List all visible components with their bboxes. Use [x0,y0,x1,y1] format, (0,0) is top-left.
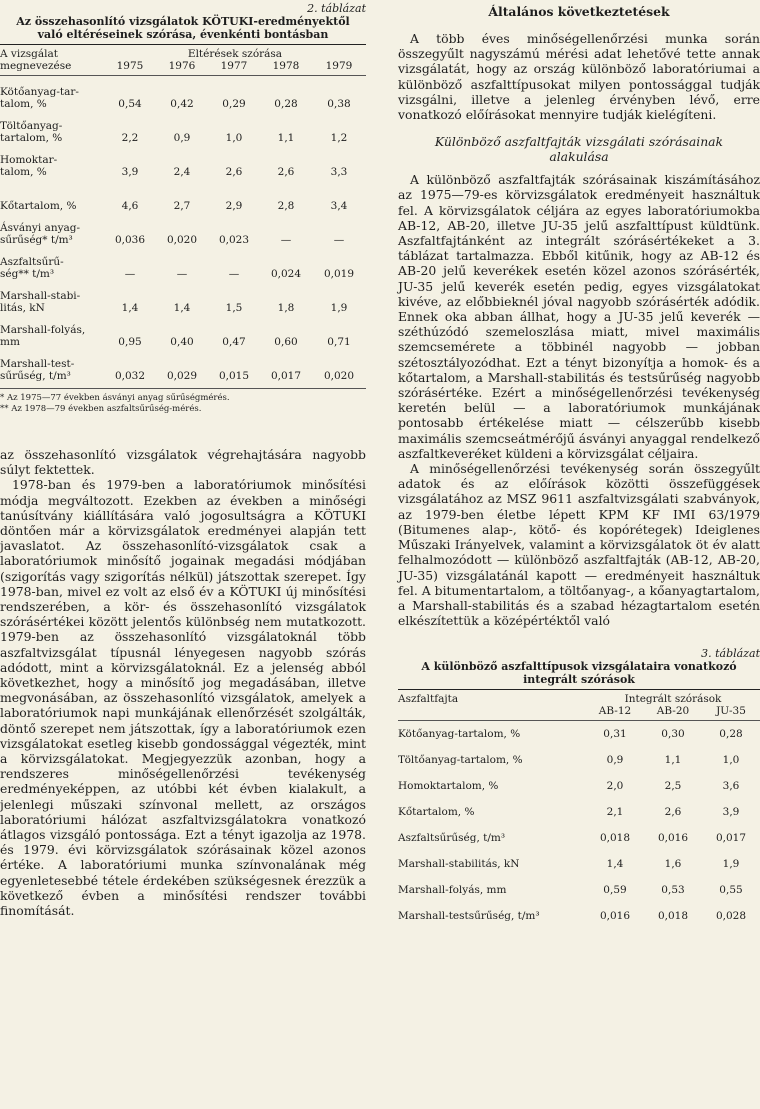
table-cell: 4,6 [121,200,139,212]
row-label-line: sűrűség, t/m³ [0,370,71,382]
table-cell: 2,9 [225,200,243,212]
table-row [398,851,760,877]
row-label-line: Töltőanyag- [0,120,63,132]
table-cell: 2,6 [225,166,243,178]
table-row [0,314,366,348]
table-cell: 0,55 [719,884,743,897]
table-cell: 0,016 [657,832,689,845]
table-row [0,212,366,246]
table-cell: 0,020 [323,370,355,382]
table-cell: 0,54 [118,98,142,110]
table-cell: 0,38 [327,98,351,110]
row-label-line: Homoktar- [0,154,58,166]
table-cell: 0,020 [166,234,198,246]
table-cell: 0,028 [715,910,747,923]
table-cell: 1,4 [606,858,624,871]
table-cell: 0,59 [603,884,627,897]
table-footnote: ** Az 1978—79 években aszfaltsűrűség-mérés. [0,404,202,414]
left-body-text [0,447,366,918]
table-cell: 3,9 [121,166,139,178]
paragraph: A több éves minőségellenőrzési munka során összegyűlt nagyszámú mérési adat lehetővé tette annak vizsgálatát, hogy az ország különböző laboratóriumai a különböző aszfalttípusokat milyen pontossággal tudják vizsgálni, illetve a jelenleg érvényben lévő, erre vonatkozó előírásokat mennyire tudják kielégíteni. [398,31,760,123]
table-cell: 0,71 [327,336,351,348]
table-cell: 0,018 [657,910,689,923]
table-cell: 2,6 [277,166,295,178]
paragraph: A minőségellenőrzési tevékenység során összegyűlt adatok és az előírások közötti összefüggések vizsgálatához az MSZ 9611 aszfaltvizsgálati szabványok, az 1979-ben életbe lépett KPM KF IMI 63/1979 (Bitumenes alap-, kötő- és kopórétegek) Ideiglenes Műszaki Irányelvek, valamint a körvizsgálatok öt év alatt felhalmozódott — különböző aszfaltfajták (AB-12, AB-20, JU-35) vizsgálatánál kapott — eredményeit használtuk fel. A bitumentartalom, a töltőanyag-, a kőanyagtartalom, a Marshall-stabilitás és a szabad hézagtartalom esetén elkészítettük a középértéktől való [398,461,760,629]
row-label-line: Kőtartalom, % [0,200,77,212]
table-title-line: A különböző aszfalttípusok vizsgálataira vonatkozó [421,660,737,674]
table-row [398,825,760,851]
table-row [0,178,366,212]
table-cell: 3,3 [330,166,348,178]
table-cell: 2,7 [173,200,191,212]
table-cell: 1,0 [225,132,243,144]
type-header: JU-35 [716,705,746,718]
row-label: Aszfaltsűrűség, t/m³ [398,832,506,845]
table-cell: 1,0 [722,754,740,767]
table-3 [398,648,760,929]
row-label-line: mm [0,336,20,348]
left-column [0,0,366,918]
row-label [0,144,104,178]
table-cell: 0,029 [166,370,198,382]
table-3-grid [398,693,760,929]
row-label-line: talom, % [0,98,47,110]
column-header: megnevezése [0,60,72,72]
table-row [0,76,366,110]
row-label: Kőtartalom, % [398,806,475,819]
table-cell: 0,9 [606,754,624,767]
row-label [0,212,104,246]
table-title [398,660,760,686]
paragraph: A különböző aszfaltfajták szórásainak kiszámításához az 1975—79-es körvizsgálatok eredményeit használtuk fel. A körvizsgálatok céljára az egyes laboratóriumokba AB-12, AB-20, illetve JU-35 jelű aszfalttípust küldtünk. Aszfaltfajtánként az integrált szórásértékeket a 3. táblázat tartalmazza. Ebből kitűnik, hogy az AB-12 és AB-20 jelű keverékek esetén közel azonos szórásérték, JU-35 jelű keverék esetén pedig, egyes vizsgálatokat kivéve, az előbbieknél jóval nagyobb szórásérték adódik. Ennek oka abban állhat, hogy a JU-35 jelű keverék — széthúzódó szemeloszlása miatt, mivel maximális szemcsemérete a többinél nagyobb — jobban szétosztályozódhat. Ezt a tényt bizonyítja a homok- és a kőtartalom, a Marshall-stabilitás és testsűrűség nagyobb szórásértéke. Ezért a minőségellenőrzési tevékenység keretén belül — a laboratóriumok munkájának pontosabb értékelése miatt — célszerűbb kisebb maximális szemcseátmérőjű ásványi anyaggal rendelkező aszfaltkeveréket küldeni a körvizsgálat céljaira. [398,172,760,461]
table-cell: 2,0 [606,780,624,793]
row-label [0,110,104,144]
row-label: Homoktartalom, % [398,780,499,793]
table-header-row [398,693,760,705]
table-cell: 2,5 [664,780,682,793]
table-cell: 1,8 [277,302,295,314]
row-label: Marshall-folyás, mm [398,884,507,897]
table-cell: 2,2 [121,132,139,144]
row-label-line: ség** t/m³ [0,268,55,280]
table-cell: — [333,234,345,246]
row-label-line [0,188,104,200]
table-row [398,877,760,903]
table-number: 3. táblázat [701,647,760,661]
table-cell: 1,9 [330,302,348,314]
table-title-line: Az összehasonlító vizsgálatok KÖTUKI-eredményektől [16,15,350,28]
table-cell: 3,9 [722,806,740,819]
table-cell: 0,032 [114,370,146,382]
table-footnote: * Az 1975—77 években ásványi anyag sűrűségmérés. [0,393,230,403]
table-cell: 1,6 [664,858,682,871]
column-header: A vizsgálat [0,48,58,60]
row-label [0,76,104,110]
table-cell: 1,4 [173,302,191,314]
row-label: Töltőanyag-tartalom, % [398,754,523,767]
table-title-line: integrált szórások [523,673,635,687]
table-cell: 0,023 [218,234,250,246]
table-cell: 1,2 [330,132,348,144]
table-cell: 0,95 [118,336,142,348]
table-cell: 3,6 [722,780,740,793]
right-column [398,0,760,929]
row-label [0,348,104,382]
row-label-line: litás, kN [0,302,45,314]
table-cell: 0,40 [170,336,194,348]
table-cell: — [280,234,292,246]
row-label-line: talom, % [0,166,47,178]
table-cell: 3,4 [330,200,348,212]
table-cell: 0,42 [170,98,194,110]
year-header: 1978 [272,60,300,72]
table-cell: 0,60 [274,336,298,348]
table-row [398,747,760,773]
table-cell: 0,016 [599,910,631,923]
row-label [0,314,104,348]
table-cell: 0,036 [114,234,146,246]
table-cell: 0,28 [719,728,743,741]
table-title [0,15,366,41]
row-label-line: Aszfaltsűrű- [0,256,64,268]
table-row [0,144,366,178]
table-cell: 0,019 [323,268,355,280]
table-cell: 0,018 [599,832,631,845]
row-label [0,280,104,314]
year-header: 1979 [325,60,353,72]
table-cell: 0,015 [218,370,250,382]
table-cell: 0,29 [222,98,246,110]
table-cell: 1,1 [664,754,682,767]
year-header: 1975 [116,60,144,72]
table-cell: 2,8 [277,200,295,212]
table-cell: 0,31 [603,728,627,741]
subsection-heading-line: alakulása [549,149,609,165]
table-cell: 0,017 [715,832,747,845]
row-label [0,178,104,212]
table-header-row [0,48,366,60]
column-group-header: Integrált szórások [624,693,722,706]
column-header: Aszfaltfajta [398,693,459,706]
row-label: Marshall-stabilitás, kN [398,858,520,871]
type-header: AB-12 [598,705,632,718]
table-header-row [0,60,366,72]
row-label-line: tartalom, % [0,132,63,144]
table-title-line: való eltéréseinek szórása, évenkénti bontásban [37,28,329,41]
paragraph: 1978-ban és 1979-ben a laboratóriumok minősítési módja megváltozott. Ezekben az években a minőségi tanúsítvány kiállítására való jogosultságra a KÖTUKI döntően már a körvizsgálatok eredményei alapján tett javaslatot. Az összehasonlító-vizsgálatok csak a laboratóriumok minősítő jogainak megadási módjában (szigorítás vagy szigorítás nélkül) játszottak szerepet. Így 1978-ban, mivel ez volt az első év a KÖTUKI új minősítési rendszerében, a kör- és összehasonlító vizsgálatok szórásértékei között jelentős különbség nem mutatkozott. 1979-ben az összehasonlító vizsgálatoknál több aszfaltvizsgálat típusnál lényegesen nagyobb szórás adódott, mint a körvizsgálatoknál. Ez a jelenség abból következhet, hogy a minősítő jog megadásában, illetve megvonásában, az összehasonlító vizsgálatok, amelyek a laboratóriumok napi munkájának ellenőrzését szolgálták, döntő szerepet nem játszottak, így a laboratóriumok ezen vizsgálatokat esetleg kisebb gondossággal végezték, mint a körvizsgálatokat. Megjegyezzük azonban, hogy a rendszeres minőségellenőrzési tevékenység eredményeképpen, az utóbbi két évben kialakult, a jelenlegi műszaki színvonal mellett, az országos laboratóriumi hálózat aszfaltvizsgálatokra vonatkozó átlagos vizsgáló pontossága. Ezt a tényt igazolja az 1978. és 1979. évi körvizsgálatok szórásainak közel azonos értéke. A laboratóriumi munka színvonalának még egyenletesebbé tétele érdekében szükségesnek érezzük a következő évben a minősítési rendszer további finomítását. [0,477,366,919]
table-cell: 0,9 [173,132,191,144]
type-header: AB-20 [656,705,690,718]
table-2-grid [0,48,366,382]
section-heading: Általános következtetések [488,4,670,19]
table-cell: 1,9 [722,858,740,871]
table-row [398,721,760,747]
paragraph: az összehasonlító vizsgálatok végrehajtására nagyobb súlyt fektettek. [0,447,366,478]
table-row [0,348,366,382]
row-label: Kötőanyag-tartalom, % [398,728,521,741]
row-label [0,246,104,280]
table-cell: 2,4 [173,166,191,178]
table-cell: — [124,268,136,280]
table-row [398,799,760,825]
table-cell: 0,47 [222,336,246,348]
table-row [0,110,366,144]
row-label-line: Ásványi anyag- [0,222,81,234]
year-header: 1977 [220,60,248,72]
table-cell: 1,1 [277,132,295,144]
row-label-line: Marshall-test- [0,358,75,370]
table-row [398,773,760,799]
row-label: Marshall-testsűrűség, t/m³ [398,910,540,923]
table-cell: 1,4 [121,302,139,314]
table-cell: 2,1 [606,806,624,819]
subsection-heading [398,134,760,164]
row-label-line: Marshall-folyás, [0,324,86,336]
table-cell: 0,28 [274,98,298,110]
table-row [0,280,366,314]
table-cell: 0,30 [661,728,685,741]
table-cell: 0,53 [661,884,685,897]
subsection-heading-line: Különböző aszfaltfajták vizsgálati szórásainak [434,134,724,150]
table-row [0,246,366,280]
table-cell: — [228,268,240,280]
row-label-line: Kötőanyag-tar- [0,86,79,98]
row-label-line: Marshall-stabi- [0,290,81,302]
table-cell: 1,5 [225,302,243,314]
table-cell: 0,017 [270,370,302,382]
column-group-header: Eltérések szórása [187,48,283,60]
table-cell: 2,6 [664,806,682,819]
year-header: 1976 [168,60,196,72]
row-label-line: sűrűség* t/m³ [0,234,73,246]
table-cell: 0,024 [270,268,302,280]
table-cell: — [176,268,188,280]
table-row [398,903,760,929]
table-number: 2. táblázat [307,2,366,15]
table-2 [0,0,366,415]
